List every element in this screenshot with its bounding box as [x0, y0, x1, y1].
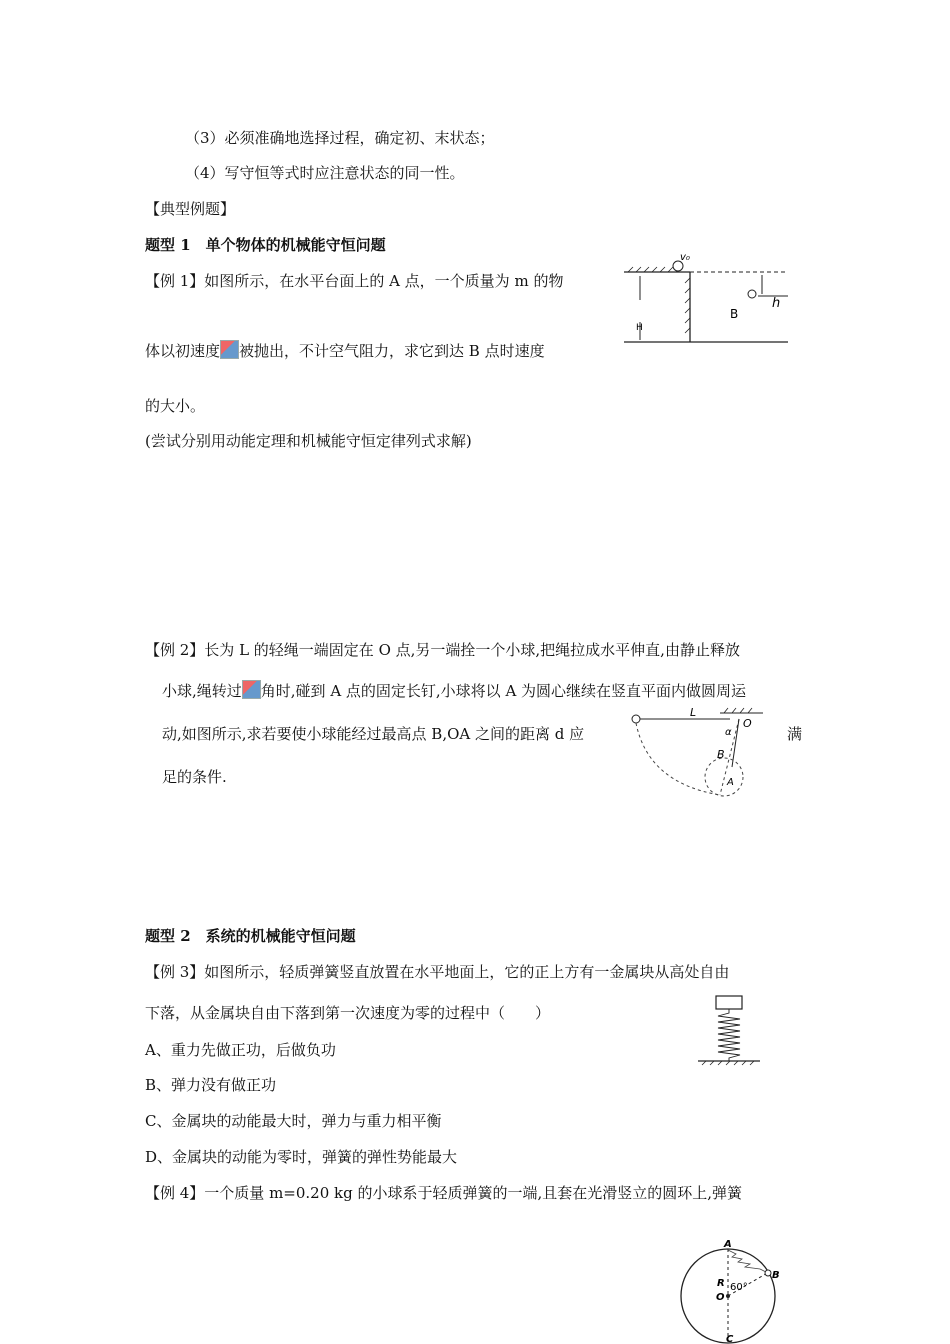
label-C: C	[726, 1334, 734, 1344]
point-4: （4）写守恒等式时应注意状态的同一性。	[185, 164, 465, 182]
option-c: C、金属块的动能最大时，弹力与重力相平衡	[145, 1112, 442, 1130]
ex1-line3: 的大小。	[145, 397, 206, 415]
ex3-line2: 下落，从金属块自由下落到第一次速度为零的过程中（ ）	[145, 1004, 551, 1022]
label-A: A	[724, 1239, 732, 1250]
broken-image-icon	[220, 340, 239, 359]
label-A: A	[727, 777, 734, 788]
label-v0: v₀	[680, 252, 690, 263]
ex1-text-a: 体以初速度	[145, 342, 221, 360]
label-h: h	[772, 296, 781, 311]
ex2-line1: 【例 2】长为 L 的轻绳一端固定在 O 点,另一端拴一个小球,把绳拉成水平伸直,由静止释放	[145, 641, 740, 659]
ex2-text-a: 小球,绳转过	[162, 682, 242, 700]
type1-title: 题型 1 单个物体的机械能守恒问题	[145, 236, 386, 254]
figure-ring	[678, 1236, 788, 1344]
ex1-note: (尝试分别用动能定理和机械能守恒定律列式求解)	[145, 432, 472, 450]
ex1-text-b: 被抛出，不计空气阻力，求它到达 B 点时速度	[239, 342, 545, 360]
option-b: B、弹力没有做正功	[145, 1076, 277, 1094]
figure-pendulum	[628, 705, 763, 800]
type2-title: 题型 2 系统的机械能守恒问题	[145, 927, 356, 945]
label-B: B	[772, 1270, 780, 1281]
section-heading: 【典型例题】	[145, 200, 236, 218]
ex3-line1: 【例 3】如图所示，轻质弹簧竖直放置在水平地面上，它的正上方有一金属块从高处自由	[145, 963, 730, 981]
option-a: A、重力先做正功，后做负功	[145, 1041, 336, 1059]
label-B: B	[730, 307, 739, 321]
label-R: R	[717, 1278, 725, 1289]
broken-image-icon	[242, 680, 261, 699]
ex2-line3-end: 满	[787, 725, 803, 743]
label-O: O	[716, 1292, 725, 1303]
label-H: H	[636, 323, 643, 333]
label-alpha: α	[725, 727, 732, 738]
label-60: 60°	[730, 1282, 748, 1293]
figure-spring	[694, 993, 764, 1068]
label-L: L	[690, 706, 697, 719]
figure-projectile	[620, 250, 795, 350]
ex4-line1: 【例 4】一个质量 m=0.20 kg 的小球系于轻质弹簧的一端,且套在光滑竖立的圆环上,弹簧	[145, 1184, 743, 1202]
point-3: （3）必须准确地选择过程，确定初、末状态；	[185, 129, 495, 147]
ex2-text-b: 角时,碰到 A 点的固定长钉,小球将以 A 为圆心继续在竖直平面内做圆周运	[260, 682, 747, 700]
label-O: O	[743, 717, 752, 730]
ex2-line3: 动,如图所示,求若要使小球能经过最高点 B,OA 之间的距离 d 应	[162, 725, 585, 743]
ex2-line2	[162, 680, 746, 701]
ex1-line1: 【例 1】如图所示，在水平台面上的 A 点，一个质量为 m 的物	[145, 272, 564, 290]
ex1-line2	[145, 340, 545, 361]
ex2-line4: 足的条件.	[162, 768, 227, 786]
label-B: B	[717, 748, 725, 761]
option-d: D、金属块的动能为零时，弹簧的弹性势能最大	[145, 1148, 458, 1166]
